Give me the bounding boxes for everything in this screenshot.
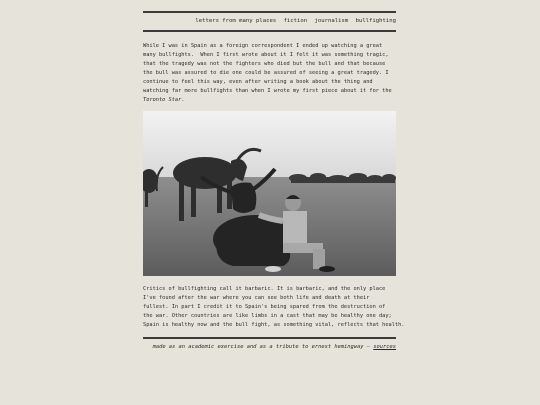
intro-line: watching far more bullfights than when I wrote my first piece about it for the	[143, 88, 392, 94]
footer-rule	[143, 337, 396, 339]
intro-line: that the tragedy was not the fighters who died but the bull and that because	[143, 61, 386, 67]
intro-line: While I was in Spain as a foreign correspondent I ended up watching a great	[143, 43, 383, 49]
closing-line: Spain is healthy now and the bull fight, as something vital, reflects that health.	[143, 322, 405, 328]
header-bottom-rule	[143, 30, 396, 32]
closing-line: Critics of bullfighting call it barbaric. It is barbaric, and the only place	[143, 286, 386, 292]
nav-link-journalism[interactable]: journalism	[314, 18, 349, 24]
nav-link-bullfighting[interactable]: bullfighting	[355, 18, 396, 24]
closing-line: fullest. In part I credit it to Spain's being spared from the destruction of	[143, 304, 386, 310]
footer	[143, 343, 396, 352]
nav-link-letters[interactable]: letters from many places	[195, 18, 277, 24]
header-top-rule	[143, 11, 396, 13]
closing-line: the war. Other countries are like limbs in a cast that may be healthy one day;	[143, 313, 392, 319]
publication-name: Toronto Star	[143, 97, 182, 103]
intro-paragraph	[143, 42, 396, 105]
closing-paragraph	[143, 285, 405, 330]
intro-line: the bull was assured to die one could be assured of seeing a great tragedy. I	[143, 70, 389, 76]
top-nav	[143, 15, 396, 27]
closing-line: I've found after the war where you can see both life and death at their	[143, 295, 370, 301]
bull-photo	[143, 111, 396, 276]
intro-line: many bullfights. When I first wrote about it I felt it was something tragic,	[143, 52, 389, 58]
footer-text: made as an academic exercise and as a tribute to ernest hemingway —	[152, 344, 374, 350]
intro-end: .	[181, 97, 185, 103]
bull-photo-image	[143, 111, 396, 276]
intro-line: continue to feel this way, even after writing a book about the thing and	[143, 79, 373, 85]
sources-link[interactable]: sources	[373, 344, 396, 350]
nav-link-fiction[interactable]: fiction	[283, 18, 308, 24]
